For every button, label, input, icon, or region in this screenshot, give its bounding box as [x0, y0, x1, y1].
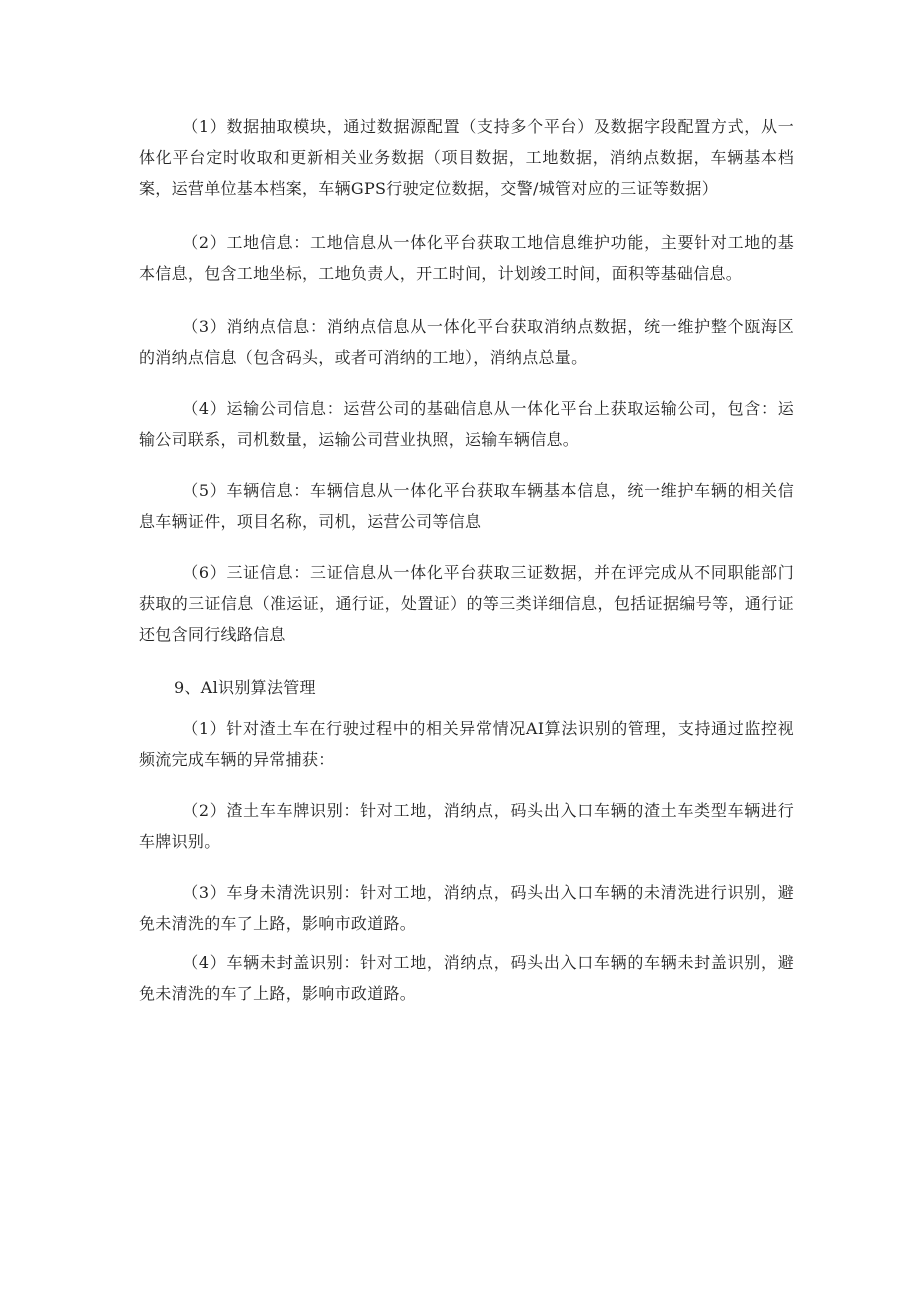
paragraph-unwashed-recognition: （3）车身未清洗识别：针对工地，消纳点，码头出入口车辆的未清洗进行识别，避免未清洗的车了上路，影响市政道路。 — [139, 883, 794, 933]
section-heading-ai-recognition: 9、Al识别算法管理 — [174, 678, 316, 697]
paragraph-transport-company-info: （4）运输公司信息：运营公司的基础信息从一体化平台上获取运输公司，包含：运输公司联系，司机数量，运输公司营业执照，运输车辆信息。 — [139, 399, 794, 449]
paragraph-site-info: （2）工地信息：工地信息从一体化平台获取工地信息维护功能，主要针对工地的基本信息，包含工地坐标，工地负责人，开工时间，计划竣工时间，面积等基础信息。 — [139, 233, 794, 283]
paragraph-uncovered-recognition: （4）车辆未封盖识别：针对工地，消纳点，码头出入口车辆的车辆未封盖识别，避免未清洗的车了上路，影响市政道路。 — [139, 953, 794, 1003]
paragraph-data-extraction: （1）数据抽取模块，通过数据源配置（支持多个平台）及数据字段配置方式，从一体化平台定时收取和更新相关业务数据（项目数据，工地数据，消纳点数据，车辆基本档案，运营单位基本档案，车辆GPS行驶定位数据，交警/城管对应的三证等数据） — [139, 117, 794, 198]
paragraph-three-certificates-info: （6）三证信息：三证信息从一体化平台获取三证数据，并在评完成从不同职能部门获取的三证信息（准运证，通行证，处置证）的等三类详细信息，包括证据编号等，通行证还包含同行线路信息 — [139, 563, 794, 644]
paragraph-plate-recognition: （2）渣土车车牌识别：针对工地，消纳点，码头出入口车辆的渣土车类型车辆进行车牌识别。 — [139, 801, 794, 851]
paragraph-disposal-site-info: （3）消纳点信息：消纳点信息从一体化平台获取消纳点数据，统一维护整个瓯海区的消纳点信息（包含码头，或者可消纳的工地），消纳点总量。 — [139, 317, 794, 367]
paragraph-vehicle-info: （5）车辆信息：车辆信息从一体化平台获取车辆基本信息，统一维护车辆的相关信息车辆证件，项目名称，司机，运营公司等信息 — [139, 481, 794, 531]
paragraph-ai-management: （1）针对渣土车在行驶过程中的相关异常情况AI算法识别的管理，支持通过监控视频流完成车辆的异常捕获： — [139, 719, 794, 769]
